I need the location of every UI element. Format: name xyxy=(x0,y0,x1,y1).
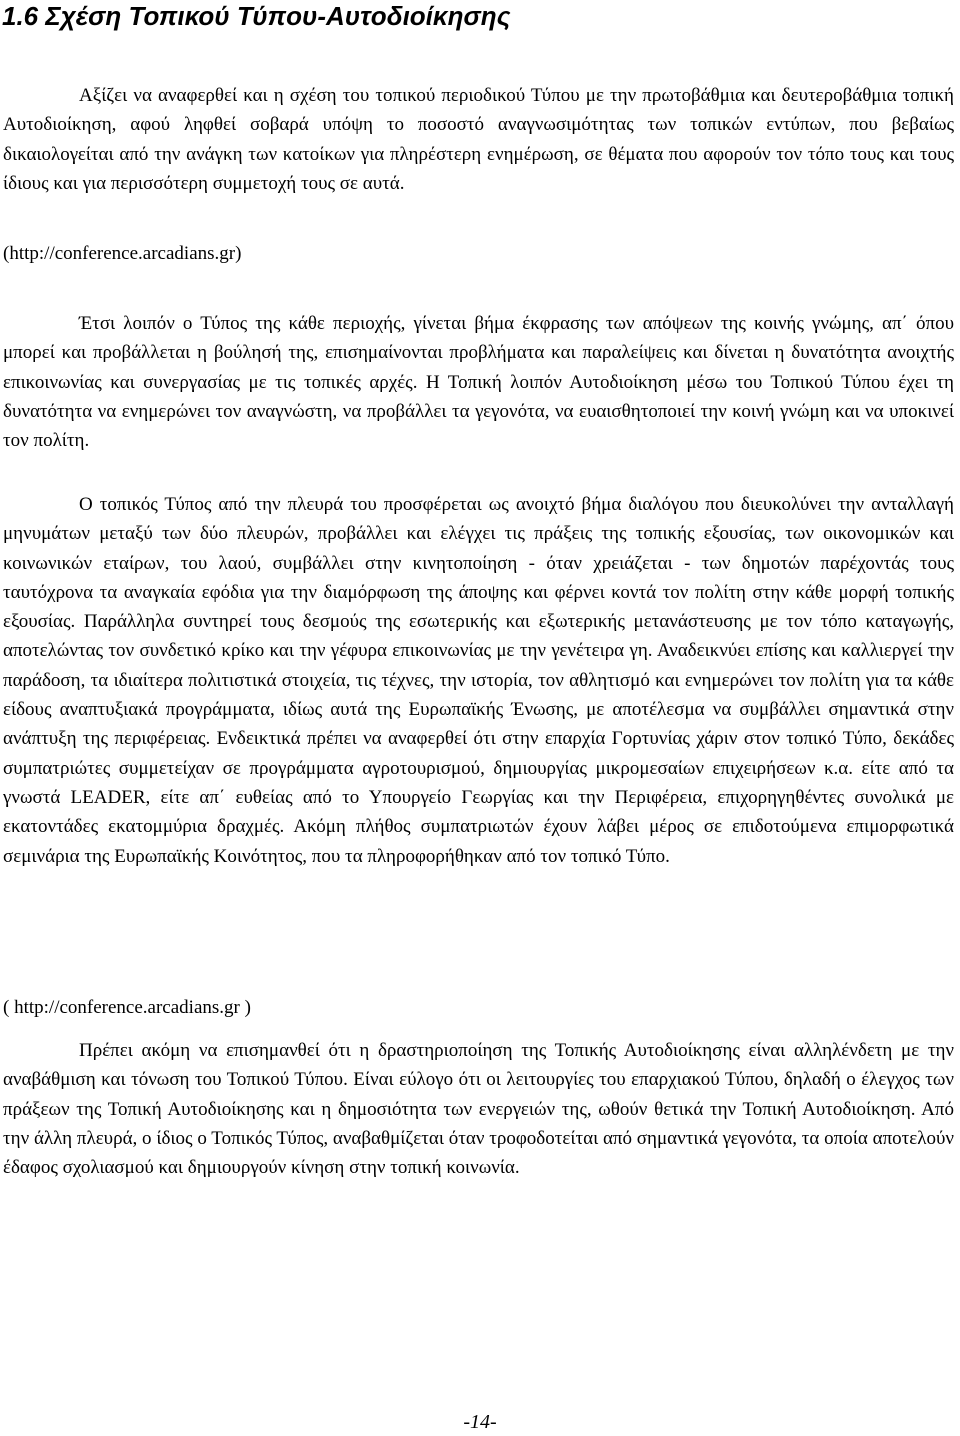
source-reference-1: (http://conference.arcadians.gr) xyxy=(3,243,242,264)
paragraph-2: Έτσι λοιπόν ο Τύπος της κάθε περιοχής, γίνεται βήμα έκφρασης των απόψεων της κοινής γνώμης, απ΄ όπου μπορεί και προβάλλεται η βούλησή της, επισημαίνονται προβλήματα και παραλείψεις και δίνεται η δυνατότητα ανοιχτής επικοινωνίας και συνεργασίας με τις τοπικές αρχές. Η Τοπική λοιπόν Αυτοδιοίκηση μέσω του Τοπικού Τύπου έχει τη δυνατότητα να ενημερώνει τον αναγνώστη, να προβάλλει τα γεγονότα, να ευαισθητοποιεί την κοινή γνώμη και να υποκινεί τον πολίτη. xyxy=(3,313,954,452)
paragraph-3: Ο τοπικός Τύπος από την πλευρά του προσφέρεται ως ανοιχτό βήμα διαλόγου που διευκολύνει την ανταλλαγή μηνυμάτων μεταξύ των δύο πλευρών, προβάλλει και ελέγχει τις πράξεις της τοπικής εξουσίας, των οικονομικών και κοινωνικών εταίρων, του λαού, συμβάλλει στην κινητοποίηση - όταν χρειάζεται - των δημοτών παρέχοντάς τους ταυτόχρονα τα αναγκαία εφόδια για την διαμόρφωση της άποψης και φέρνει κοντά τον πολίτη στην κάθε μορφή τοπικής εξουσίας. Παράλληλα συντηρεί τους δεσμούς της εσωτερικής και εξωτερικής μετανάστευσης με τον τόπο καταγωγής, αποτελώντας τον συνδετικό κρίκο και την γέφυρα επικοινωνίας με την γενέτειρα γη. Αναδεικνύει επίσης και καλλιεργεί την παράδοση, τα ιδιαίτερα πολιτιστικά στοιχεία, τις τέχνες, την ιστορία, τον αθλητισμό και ενημερώνει τον πολίτη για τα κάθε είδους αναπτυξιακά προγράμματα, ιδίως αυτά της Ευρωπαϊκής Ένωσης, με αποτέλεσμα να συμβάλλει σημαντικά στην ανάπτυξη της περιφέρειας. Ενδεικτικά πρέπει να αναφερθεί ότι στην επαρχία Γορτυνίας χάριν στον τοπικό Τύπο, δεκάδες συμπατριώτες συμμετείχαν σε προγράμματα αγροτουρισμού, δημιουργίας μικρομεσαίων επιχειρήσεων κ.α. είτε από τα γνωστά LEADER, είτε απ΄ ευθείας από το Υπουργείο Γεωργίας και την Περιφέρεια, επιχορηγηθέντες συνολικά με εκατοντάδες εκατομμύρια δραχμές. Ακόμη πλήθος συμπατριωτών έχουν λάβει μέρος σε επιδοτούμενα επιμορφωτικά σεμινάρια της Ευρωπαϊκής Κοινότητος, που τα πληροφορήθηκαν από τον τοπικό Τύπο. xyxy=(3,494,954,867)
page-number: -14- xyxy=(463,1411,497,1433)
paragraph-1: Αξίζει να αναφερθεί και η σχέση του τοπικού περιοδικού Τύπου με την πρωτοβάθμια και δευτεροβάθμια τοπική Αυτοδιοίκηση, αφού ληφθεί σοβαρά υπόψη το ποσοστό αναγνωσιμότητας των τοπικών εντύπων, που βεβαίως δικαιολογείται από την ανάγκη των κατοίκων για πληρέστερη ενημέρωση, σε θέματα που αφορούν τον τόπο τους και τους ίδιους και για περισσότερη συμμετοχή τους σε αυτά. xyxy=(3,85,954,194)
section-title: 1.6 Σχέση Τοπικού Τύπου-Αυτοδιοίκησης xyxy=(2,1,511,31)
source-reference-2: ( http://conference.arcadians.gr ) xyxy=(3,997,251,1018)
paragraph-4: Πρέπει ακόμη να επισημανθεί ότι η δραστηριοποίηση της Τοπικής Αυτοδιοίκησης είναι αλληλένδετη με την αναβάθμιση και τόνωση του Τοπικού Τύπου. Είναι εύλογο ότι οι λειτουργίες του επαρχιακού Τύπου, δηλαδή ο έλεγχος των πράξεων της Τοπική Αυτοδιοίκησης και η δημοσιότητα των ενεργειών της, ωθούν θετικά την Τοπική Αυτοδιοίκηση. Από την άλλη πλευρά, ο ίδιος ο Τοπικός Τύπος, αναβαθμίζεται όταν τροφοδοτείται από σημαντικά γεγονότα, τα οποία αποτελούν έδαφος σχολιασμού και δημιουργούν κίνηση στην τοπική κοινωνία. xyxy=(3,1040,954,1179)
